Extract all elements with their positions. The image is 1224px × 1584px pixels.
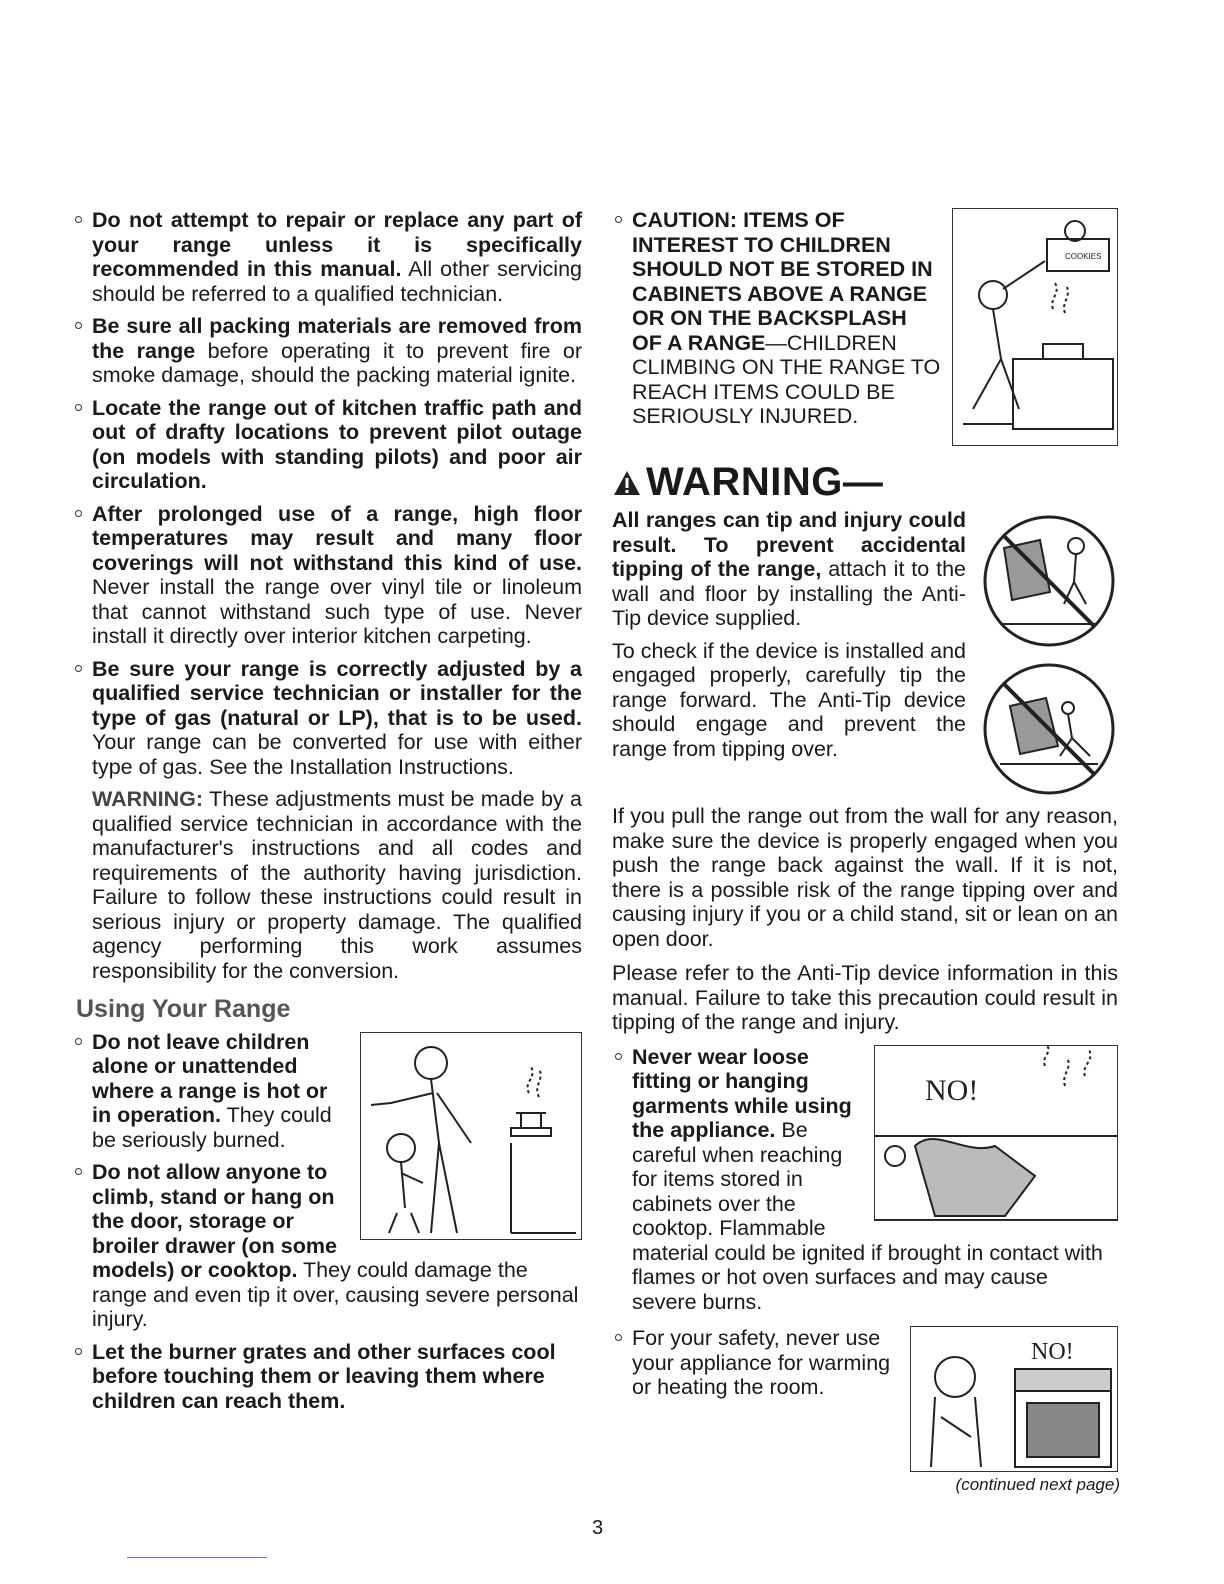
warning-text: These adjustments must be made by a qualified service technician in accordance with the manufacturer's instructions and all codes and requirements of the authority having jurisdiction. Failure to follow these instructions could result in serious injury or property damage. The qualified agency performing this work assumes responsibility for the conversion. [92, 787, 582, 983]
list-item [72, 657, 582, 780]
warning-label: WARNING: [92, 787, 204, 811]
warning-paragraph [72, 787, 582, 983]
warning-text: attach it to the wall and floor by installing the Anti-Tip device supplied. [612, 557, 966, 630]
body-text: Never install the range over vinyl tile or linoleum that cannot withstand such type of use. Never install it directly over interior kitchen carpeting. [92, 575, 582, 648]
tipping-range-icon [980, 660, 1118, 798]
refer-paragraph: Please refer to the Anti-Tip device information in this manual. Failure to take this precaution could result in tipping of the range and injury. [612, 961, 1118, 1034]
check-paragraph: To check if the device is installed and engaged properly, carefully tip the range forward. The Anti-Tip device should engage and prevent the range from tipping over. [612, 638, 966, 761]
bold-text: Do not allow anyone to climb, stand or hang on the door, storage or broiler drawer (on some models) or cooktop. [92, 1160, 337, 1282]
list-item [72, 208, 582, 306]
caution-bold-text: CAUTION: ITEMS OF INTEREST TO CHILDREN SHOULD NOT BE STORED IN CABINETS ABOVE A RANGE OR ON THE BACKSPLASH OF A RANGE [632, 208, 933, 355]
list-item [72, 1030, 582, 1153]
list-item [72, 314, 582, 388]
right-column [612, 208, 1118, 1472]
bold-text: Be sure all packing materials are removed from the range [92, 314, 582, 363]
no-tipping-icon [980, 512, 1118, 650]
list-item [72, 396, 582, 494]
no-label: NO! [1031, 1339, 1074, 1365]
caution-item [612, 208, 1118, 429]
left-column [72, 208, 582, 1421]
warning-bold-text: All ranges can tip and injury could result. To prevent accidental tipping of the range, [612, 508, 966, 581]
list-item [612, 1326, 1118, 1400]
warning-title: WARNING— [646, 460, 884, 504]
page-number: 3 [592, 1517, 604, 1539]
section-title: Using Your Range [76, 995, 291, 1023]
anti-tip-diagram-1 [980, 512, 1118, 650]
anti-tip-diagram-2 [980, 660, 1118, 798]
body-text: Be careful when reaching for items stored in cabinets over the cooktop. Flammable material could be ignited if brought in contact with flames or hot oven surfaces and may cause severe burns. [632, 1118, 1103, 1314]
bold-text: Do not leave children alone or unattended where a range is hot or in operation. [92, 1029, 328, 1127]
continued-caption: (continued next page) [955, 1475, 1120, 1494]
body-text: They could damage the range and even tip it over, causing severe personal injury. [92, 1258, 579, 1331]
body-text: They could be seriously burned. [92, 1103, 332, 1152]
warning-heading [612, 460, 1118, 504]
pull-paragraph: If you pull the range out from the wall for any reason, make sure the device is properly engaged when you push the range back against the wall. If it is not, there is a possible risk of the range tipping over and causing injury if you or a child stand, sit or lean on an open door. [612, 804, 1118, 951]
bold-text: Be sure your range is correctly adjusted by a qualified service technician or installer for the type of gas (natural or LP), that is to be used. [92, 656, 582, 730]
list-item [72, 1340, 582, 1414]
warning-triangle-icon [612, 469, 642, 497]
body-text: For your safety, never use your appliance for warming or heating the room. [632, 1326, 891, 1399]
bold-text: Let the burner grates and other surfaces cool before touching them or leaving them where children can reach them. [92, 1339, 556, 1413]
bold-text: Never wear loose fitting or hanging garments while using the appliance. [632, 1044, 852, 1142]
list-item [72, 1160, 582, 1332]
bold-text: Do not attempt to repair or replace any part of your range unless it is specifically recommended in this manual. [92, 208, 582, 281]
body-text: Your range can be converted for use with either type of gas. See the Installation Instructions. [92, 730, 582, 779]
no-label: NO! [925, 1073, 979, 1107]
body-text: All other servicing should be referred to a qualified technician. [92, 257, 582, 306]
caution-text: —CHILDREN CLIMBING ON THE RANGE TO REACH ITEMS COULD BE SERIOUSLY INJURED. [632, 330, 941, 428]
bold-text: Locate the range out of kitchen traffic path and out of drafty locations to prevent pilot outage (on models with standing pilots) and poor air circulation. [92, 395, 582, 493]
cookies-label: COOKIES [1065, 252, 1102, 261]
list-item [612, 1045, 1118, 1315]
body-text: before operating it to prevent fire or smoke damage, should the packing material ignite. [92, 338, 582, 387]
footer-link-line [127, 1557, 267, 1558]
list-item [72, 502, 582, 649]
bold-text: After prolonged use of a range, high floor temperatures may result and many floor coverings will not withstand this kind of use. [92, 501, 582, 575]
